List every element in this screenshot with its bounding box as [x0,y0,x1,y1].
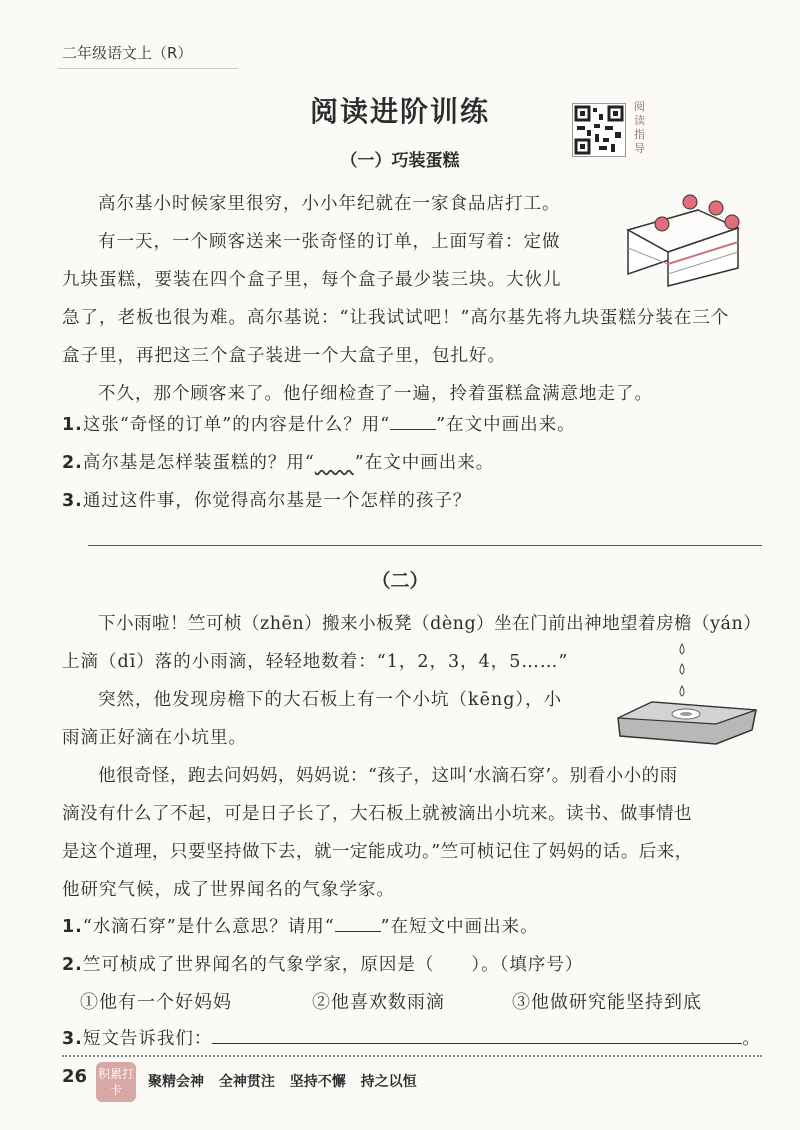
section1-subtitle: （一）巧装蛋糕 [340,151,460,171]
footer-motto: 聚精会神 全神贯注 坚持不懈 持之以恒 [148,1074,417,1090]
footer-dotted-line [62,1055,762,1057]
cake-illustration [620,188,760,288]
s2-paragraph-3b: 滴没有什么了不起，可是日子长了，大石板上就被滴出小坑来。读书、做事情也 [62,804,692,824]
s2-paragraph-2b: 雨滴正好滴在小坑里。 [62,728,247,748]
page-title: 阅读进阶训练 [309,95,490,128]
header-divider [58,68,238,69]
stone-raindrop-illustration [612,640,762,750]
s1-paragraph-2d: 盒子里，再把这三个盒子装进一个大盒子里，包扎好。 [62,346,506,366]
book-header: 二年级语文上（R） [62,44,193,62]
wavy-line-blank [315,448,355,478]
s1-question-3: 3.通过这件事，你觉得高尔基是一个怎样的孩子？ [62,491,472,511]
s1-question-1: 1.这张“奇怪的订单”的内容是什么？用“ ”在文中画出来。 [62,415,576,435]
section-divider [88,545,762,546]
s2-question-3: 3.短文告诉我们： 。 [62,1029,761,1049]
s2-question-1: 1.“水滴石穿”是什么意思？请用“ ”在短文中画出来。 [62,917,539,937]
s2-paragraph-2a: 突然，他发现房檐下的大石板上有一个小坑（kēng），小 [98,690,563,710]
s2-question-2: 2.竺可桢成了世界闻名的气象学家，原因是（ ）。（填序号） [62,955,584,975]
qr-side-label: 阅读指导 [634,100,645,155]
s2-paragraph-3a: 他很奇怪，跑去问妈妈，妈妈说：“孩子，这叫‘水滴石穿’。别看小小的雨 [98,766,678,786]
s1-paragraph-1: 高尔基小时候家里很穷，小小年纪就在一家食品店打工。 [98,194,561,214]
section2-subtitle: （二） [371,570,429,592]
accumulate-badge: 积累打卡 [96,1062,136,1102]
s2-option-2[interactable]: ②他喜欢数雨滴 [312,992,445,1013]
straight-line-blank [335,915,381,932]
page-number: 26 [62,1066,88,1087]
s2-option-1[interactable]: ①他有一个好妈妈 [80,992,232,1013]
s2-option-3[interactable]: ③他做研究能坚持到底 [512,992,702,1013]
s1-paragraph-2c: 急了，老板也很为难。高尔基说：“让我试试吧！”高尔基先将九块蛋糕分装在三个 [62,308,730,328]
answer-line[interactable] [212,1027,742,1044]
s2-paragraph-1b: 上滴（dī）落的小雨滴，轻轻地数着：“1，2，3，4，5……” [62,652,569,672]
s1-paragraph-2b: 九块蛋糕，要装在四个盒子里，每个盒子最少装三块。大伙儿 [62,270,562,290]
s1-question-2: 2.高尔基是怎样装蛋糕的？用“ ”在文中画出来。 [62,448,494,478]
s1-paragraph-2a: 有一天，一个顾客送来一张奇怪的订单，上面写着：定做 [98,232,561,252]
s2-paragraph-3c: 是这个道理，只要坚持做下去，就一定能成功。”竺可桢记住了妈妈的话。后来， [62,842,693,862]
s2-paragraph-3d: 他研究气候，成了世界闻名的气象学家。 [62,880,395,900]
straight-line-blank [390,413,436,430]
s1-paragraph-3: 不久，那个顾客来了。他仔细检查了一遍，拎着蛋糕盒满意地走了。 [98,384,653,404]
s2-paragraph-1a: 下小雨啦！竺可桢（zhēn）搬来小板凳（dèng）坐在门前出神地望着房檐（yán） [98,614,762,634]
